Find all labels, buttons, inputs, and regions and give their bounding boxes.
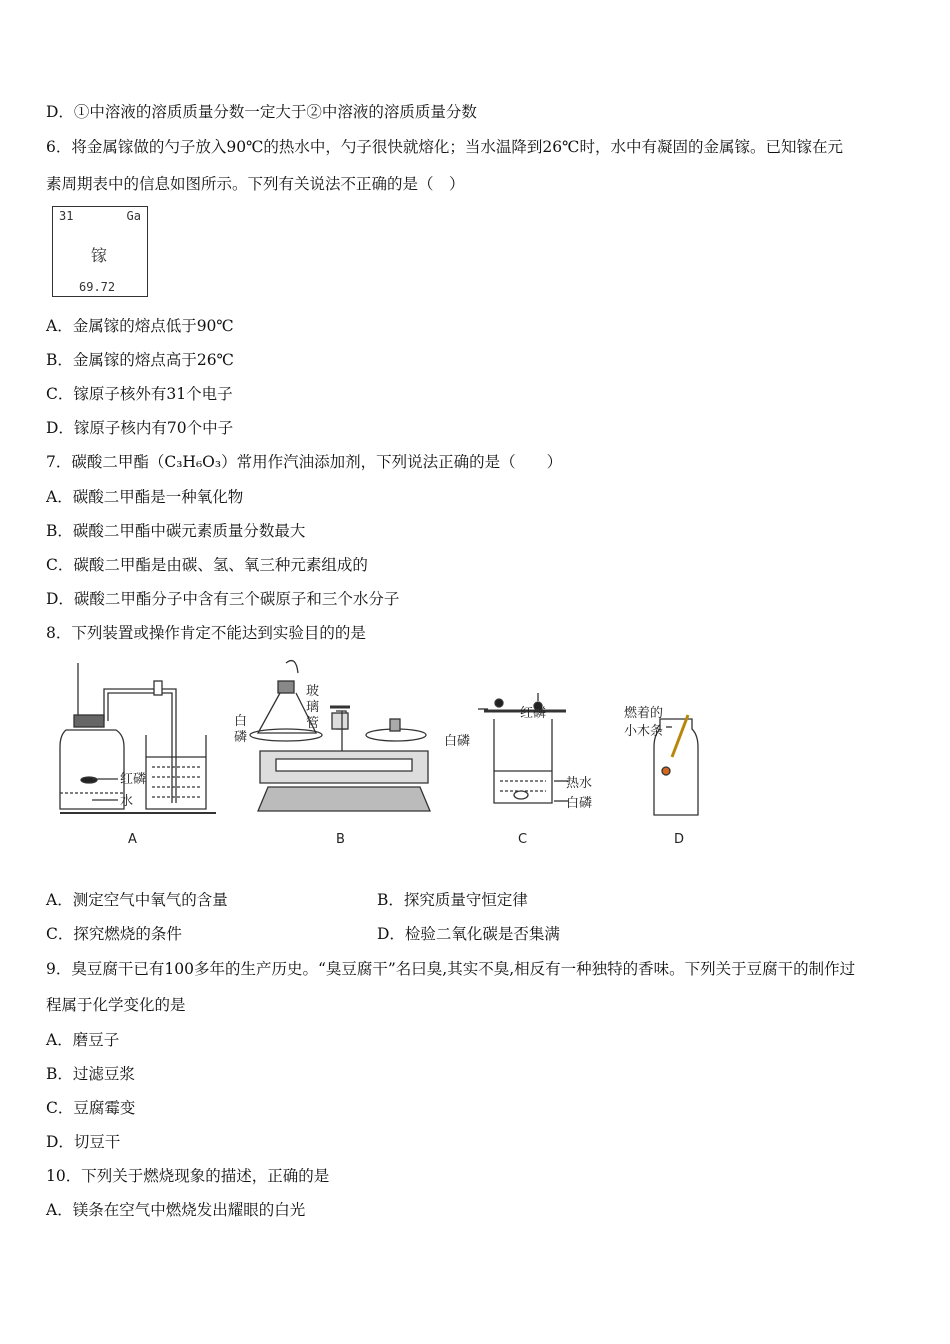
q9-option-b: B．过滤豆浆: [46, 1065, 135, 1083]
b-label-white-char1: 白: [234, 714, 248, 729]
q9-stem-line1: 9．臭豆腐干已有100多年的生产历史。“臭豆腐干”名曰臭,其实不臭,相反有一种独特的香味。下列关于豆腐干的制作过: [46, 960, 856, 978]
element-symbol: Ga: [126, 209, 141, 223]
q8-option-c: C．探究燃烧的条件: [46, 925, 182, 943]
atomic-mass: 69.72: [79, 280, 116, 294]
a-figure-label: A: [128, 832, 137, 847]
d-figure-label: D: [674, 832, 685, 847]
c-label-hot-water: 热水: [566, 776, 593, 791]
q8-stem: 8．下列装置或操作肯定不能达到实验目的的是: [46, 624, 366, 642]
q7-option-d: D．碳酸二甲酯分子中含有三个碳原子和三个水分子: [46, 590, 400, 608]
c-label-white-phosphorus-top: 白磷: [444, 734, 471, 749]
q9-stem-line2: 程属于化学变化的是: [46, 996, 186, 1014]
q6-stem-line2: 素周期表中的信息如图所示。下列有关说法不正确的是（ ）: [46, 175, 465, 193]
gallium-element-card: [52, 206, 148, 297]
experiment-figure: [46, 655, 726, 855]
q6-option-a: A．金属镓的熔点低于90℃: [46, 317, 234, 335]
c-label-white-phosphorus-bottom: 白磷: [566, 796, 593, 811]
d-label-burning: 燃着的: [624, 706, 664, 721]
d-label-stick: 小木条: [624, 724, 664, 739]
q9-option-c: C．豆腐霉变: [46, 1099, 136, 1117]
q10-stem: 10．下列关于燃烧现象的描述，正确的是: [46, 1167, 330, 1185]
q7-stem: 7．碳酸二甲酯（C₃H₆O₃）常用作汽油添加剂，下列说法正确的是（ ）: [46, 453, 563, 471]
q8-option-a: A．测定空气中氧气的含量: [46, 891, 228, 909]
q6-option-c: C．镓原子核外有31个电子: [46, 385, 233, 403]
element-name: 镓: [91, 246, 108, 265]
b-label-glass-char3: 管: [306, 716, 320, 731]
a-label-water: 水: [120, 794, 134, 809]
q7-option-a: A．碳酸二甲酯是一种氧化物: [46, 488, 244, 506]
b-label-glass-char2: 璃: [306, 700, 320, 715]
q6-stem-line1: 6．将金属镓做的勺子放入90℃的热水中，勺子很快就熔化；当水温降到26℃时，水中有凝固的金属镓。已知镓在元: [46, 138, 843, 156]
c-figure-label: C: [518, 832, 528, 847]
q10-option-a: A．镁条在空气中燃烧发出耀眼的白光: [46, 1201, 306, 1219]
q9-option-d: D．切豆干: [46, 1133, 121, 1151]
q6-option-d: D．镓原子核内有70个中子: [46, 419, 234, 437]
q5-option-d: D．①中溶液的溶质质量分数一定大于②中溶液的溶质质量分数: [46, 103, 477, 121]
q7-option-b: B．碳酸二甲酯中碳元素质量分数最大: [46, 522, 306, 540]
b-label-glass-char1: 玻: [306, 684, 320, 699]
atomic-number: 31: [59, 209, 74, 223]
a-label-red-phosphorus: 红磷: [120, 772, 147, 787]
q7-option-c: C．碳酸二甲酯是由碳、氢、氧三种元素组成的: [46, 556, 368, 574]
q8-option-d: D．检验二氧化碳是否集满: [377, 925, 560, 943]
b-label-white-char2: 磷: [234, 730, 248, 745]
b-figure-label: B: [336, 832, 345, 847]
q6-option-b: B．金属镓的熔点高于26℃: [46, 351, 234, 369]
q8-option-b: B．探究质量守恒定律: [377, 891, 528, 909]
c-label-red-phosphorus: 红磷: [520, 706, 547, 721]
q9-option-a: A．磨豆子: [46, 1031, 120, 1049]
